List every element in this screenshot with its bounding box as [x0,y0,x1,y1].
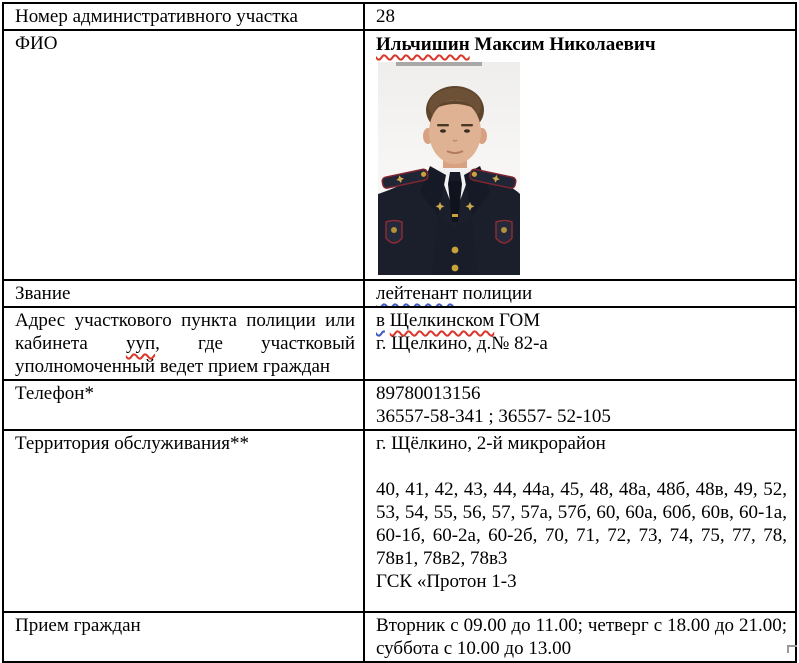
rank-text [376,282,787,305]
row-fio [3,30,796,280]
territory-city-line: г. Щёлкино, 2-й микрорайон [376,433,606,454]
phone-line-1: 89780013156 [376,383,481,404]
rank-word-rest: полиции [462,283,533,304]
value-reception [364,612,796,662]
row-rank [3,280,796,307]
value-rank [364,280,796,307]
row-phone [3,380,796,430]
value-admin-number: 28 [364,3,796,30]
territory-gsk-line: ГСК «Протон 1-3 [376,571,517,592]
officer-info-table [2,2,797,663]
value-address [364,307,796,380]
address-label-marked: ууп [125,333,156,354]
address-line1-w3: ГОМ [499,310,541,331]
officer-photo [378,62,520,275]
address-line1-w1: в [376,310,385,331]
value-fio [364,30,796,280]
value-territory [364,430,796,612]
label-address [3,307,364,380]
label-admin-number: Номер административного участка [3,3,364,30]
label-fio: ФИО [3,30,364,280]
territory-numbers-line: 40, 41, 42, 43, 44, 44а, 45, 48, 48а, 48б, 48в, 49, 52, 53, 54, 55, 56, 57, 57а, 57б, 60, 60а, 60б, 60в, 60-1а, 60-1б, 60-2а, 60-2б, 70, 71, 72, 73, 74, 75, 77, 78, 78в1, 78в2, 78в3 [376,479,787,569]
row-address [3,307,796,380]
value-phone [364,380,796,430]
officer-full-name [376,32,787,58]
territory-blank-line [376,455,787,478]
reception-schedule-text: Вторник с 09.00 до 11.00; четверг с 18.00 до 21.00; суббота с 10.00 до 13.00 [376,615,787,659]
label-rank: Звание [3,280,364,307]
address-label-pre: Адрес участкового пункта полиции или кабинета [15,310,355,354]
label-phone: Телефон* [3,380,364,430]
address-label-post: , где участковый уполномоченный ведет прием граждан [15,333,356,377]
label-reception: Прием граждан [3,612,364,662]
officer-portrait-photo-graphic [378,62,520,275]
officer-surname: Ильчишин [376,34,470,55]
row-reception [3,612,796,662]
officer-given-names: Максим Николаевич [474,34,656,55]
address-line-2: г. Щелкино, д.№ 82-а [376,333,548,354]
row-territory [3,430,796,612]
label-territory: Территория обслуживания** [3,430,364,612]
address-line-1 [376,309,787,332]
phone-line-2: 36557-58-341 ; 36557- 52-105 [376,406,611,427]
rank-word-marked: лейтенант [376,283,458,304]
row-admin-number [3,3,796,30]
address-line1-w2: Щелкинском [389,310,495,331]
address-label-text [15,309,355,378]
